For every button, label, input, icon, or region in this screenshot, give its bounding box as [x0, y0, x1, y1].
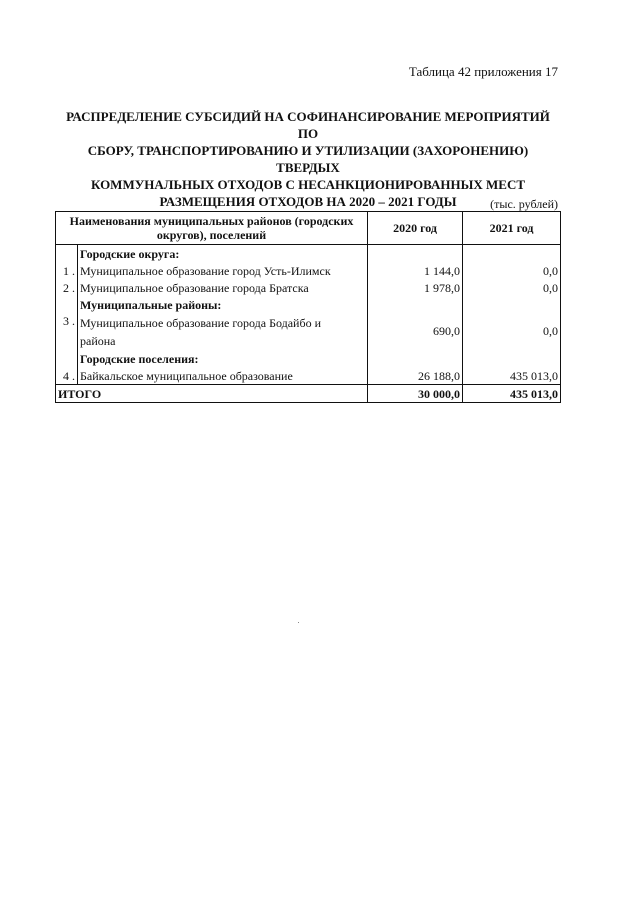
- title-line: РАСПРЕДЕЛЕНИЕ СУБСИДИЙ НА СОФИНАНСИРОВАНИЕ МЕРОПРИЯТИЙ ПО: [66, 109, 550, 141]
- group-label: Городские поселения:: [80, 352, 199, 366]
- value-2021: 0,0: [463, 262, 561, 279]
- table-row: [56, 262, 561, 279]
- row-name-line: района: [80, 334, 116, 348]
- table-row: [56, 279, 561, 296]
- row-name-line: Муниципальное образование города Бодайбо и: [80, 316, 322, 330]
- index-cell: [56, 296, 78, 313]
- row-index: 3 .: [56, 313, 78, 350]
- value-2021: 0,0: [463, 279, 561, 296]
- value-2020: 1 978,0: [368, 279, 463, 296]
- total-2020: 30 000,0: [368, 385, 463, 403]
- value-2020: [368, 296, 463, 313]
- total-2021: 435 013,0: [463, 385, 561, 403]
- table-row: [56, 313, 561, 350]
- scan-dot: [298, 622, 299, 623]
- title-line: КОММУНАЛЬНЫХ ОТХОДОВ С НЕСАНКЦИОНИРОВАННЫХ МЕСТ: [90, 177, 526, 192]
- group-label: Муниципальные районы:: [80, 298, 222, 312]
- group-label: Городские округа:: [80, 247, 180, 261]
- value-2020: 26 188,0: [368, 367, 463, 385]
- header-2021: 2021 год: [463, 212, 561, 245]
- row-name: [78, 313, 368, 350]
- header-2020: 2020 год: [368, 212, 463, 245]
- value-2021: 0,0: [463, 313, 561, 350]
- subsidy-table: [55, 211, 561, 403]
- total-label: ИТОГО: [56, 385, 368, 403]
- row-index: 4 .: [56, 367, 78, 385]
- row-index: 1 .: [56, 262, 78, 279]
- table-row: [56, 367, 561, 385]
- row-name: Байкальское муниципальное образование: [80, 369, 293, 383]
- units-label: (тыс. рублей): [490, 197, 558, 211]
- table-caption: Таблица 42 приложения 17: [408, 64, 558, 79]
- row-name: Муниципальное образование город Усть-Илимск: [80, 264, 331, 278]
- group-row: [56, 350, 561, 367]
- value-2021: 435 013,0: [463, 367, 561, 385]
- title-line: РАЗМЕЩЕНИЯ ОТХОДОВ НА 2020 – 2021 ГОДЫ: [159, 194, 457, 209]
- table-header-row: [56, 212, 561, 245]
- group-row: [56, 245, 561, 263]
- value-2021: [463, 350, 561, 367]
- index-cell: [56, 350, 78, 367]
- total-row: [56, 385, 561, 403]
- value-2020: [368, 245, 463, 263]
- value-2020: 1 144,0: [368, 262, 463, 279]
- value-2021: [463, 245, 561, 263]
- row-name: Муниципальное образование города Братска: [80, 281, 309, 295]
- title-line: СБОРУ, ТРАНСПОРТИРОВАНИЮ И УТИЛИЗАЦИИ (ЗАХОРОНЕНИЮ) ТВЕРДЫХ: [87, 143, 529, 175]
- document-title: [56, 108, 560, 210]
- index-cell: [56, 245, 78, 263]
- value-2020: 690,0: [368, 313, 463, 350]
- value-2020: [368, 350, 463, 367]
- group-row: [56, 296, 561, 313]
- header-name: Наименования муниципальных районов (городских округов), поселений: [56, 212, 368, 245]
- row-index: 2 .: [56, 279, 78, 296]
- value-2021: [463, 296, 561, 313]
